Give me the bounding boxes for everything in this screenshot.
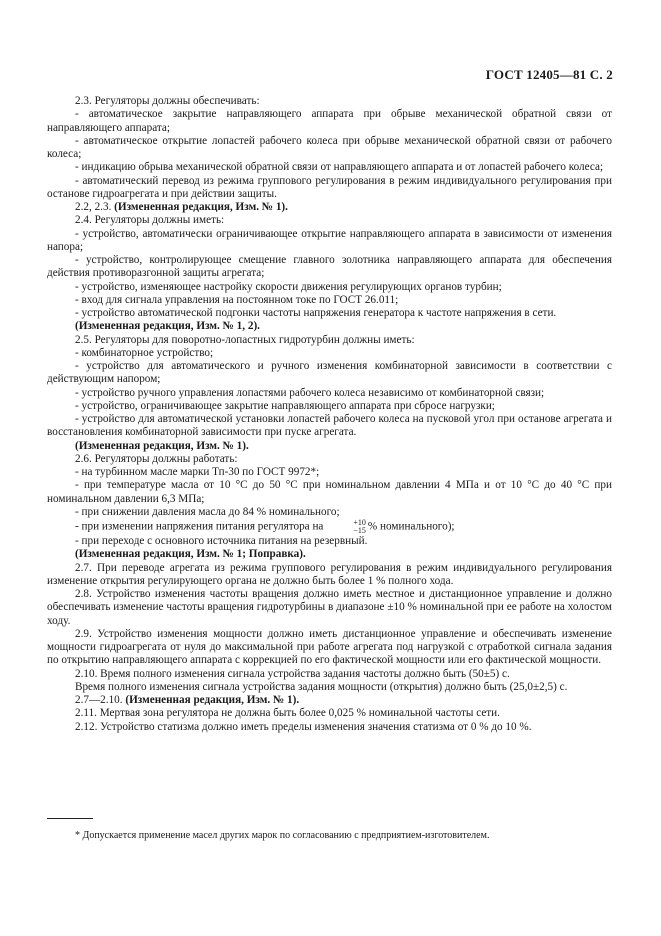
amendment-note: (Измененная редакция, Изм. № 1; Поправка). (75, 548, 306, 561)
paragraph: - устройство, ограничивающее закрытие направляющего аппарата при сбросе нагрузки; (75, 399, 495, 412)
paragraph: - автоматическое открытие лопастей рабочего колеса при обрыве механической обратной связи от рабочего колеса; (47, 134, 612, 160)
paragraph: 2.5. Регуляторы для поворотно-лопастных гидротурбин должны иметь: (75, 333, 415, 346)
amendment-note (47, 201, 612, 214)
voltage-text: - при изменении напряжения питания регулятора на (75, 520, 324, 533)
section-ref: 2.2, 2.3. (75, 201, 112, 213)
footnote-divider (47, 818, 93, 819)
paragraph: - комбинаторное устройство; (75, 346, 214, 359)
paragraph: - устройство для автоматической установки лопастей рабочего колеса на пусковой угол при останове агрегата и восстановления комбинаторной зависимости при пуске агрегата. (47, 413, 612, 439)
paragraph: 2.8. Устройство изменения частоты вращения должно иметь местное и дистанционное управление и должно обеспечивать изменение частоты вращения гидротурбины в диапазоне ±10 % номинальной при ее работе на холостом ходу. (47, 588, 612, 627)
amendment-note (47, 694, 612, 707)
paragraph: 2.3. Регуляторы должны обеспечивать: (75, 95, 260, 107)
tolerance-fraction (325, 519, 366, 535)
paragraph: - устройство автоматической подгонки частоты напряжения генератора к частоте напряжения в сети. (75, 307, 557, 319)
section-ref: 2.7—2.10. (75, 694, 123, 706)
paragraph (47, 519, 612, 535)
paragraph: - при температуре масла от 10 °С до 50 °С при номинальном давлении 4 МПа и от 10 °С до 40 °С при номинальном давлении 6,3 МПа; (47, 479, 612, 505)
paragraph: - устройство, контролирующее смещение главного золотника направляющего аппарата для обеспечения действия противоразгонной защиты агрегата; (47, 254, 612, 280)
page-header: ГОСТ 12405—81 С. 2 (485, 67, 613, 82)
amendment-note: (Измененная редакция, Изм. № 1, 2). (75, 320, 260, 333)
paragraph: 2.11. Мертвая зона регулятора не должна быть более 0,025 % номинальной частоты сети. (75, 707, 500, 720)
paragraph: - автоматическое закрытие направляющего аппарата при обрыве механической обратной связи от направляющего аппарата; (47, 108, 612, 134)
paragraph: 2.9. Устройство изменения мощности должно иметь дистанционное управление и обеспечивать изменение мощности гидроагрегата от нуля до максимальной при работе агрегата под нагрузкой с отработкой сигнала задания по открытию направляющего аппарата с коррекцией по его фактической мощности или его фактической мощности. (47, 627, 612, 667)
amendment-label: (Измененная редакция, Изм. № 1). (125, 694, 300, 706)
amendment-note: (Измененная редакция, Изм. № 1). (75, 439, 249, 452)
paragraph: Время полного изменения сигнала устройства задания мощности (открытия) должно быть (25,0±2,5) с. (75, 680, 568, 693)
tolerance-lower: −15 (353, 526, 366, 535)
paragraph: 2.4. Регуляторы должны иметь: (75, 214, 225, 227)
paragraph: - устройство ручного управления лопастями рабочего колеса независимо от комбинаторной связи; (75, 386, 545, 399)
paragraph: 2.12. Устройство статизма должно иметь пределы изменения значения статизма от 0 % до 10 %. (75, 720, 532, 733)
paragraph: - автоматический перевод из режима группового регулирования в режим индивидуального регулирования при останове гидроагрегата и при действии защиты. (47, 174, 612, 200)
paragraph: - устройство, изменяющее настройку скорости движения регулирующих органов турбин; (75, 280, 502, 293)
voltage-text-end: % номинального); (367, 520, 455, 533)
tolerance-upper: +10 (353, 518, 366, 527)
paragraph: - при снижении давления масла до 84 % номинального; (75, 505, 340, 518)
paragraph: - устройство, автоматически ограничивающее открытие направляющего аппарата в зависимости от изменения напора; (47, 227, 612, 253)
paragraph: 2.10. Время полного изменения сигнала устройства задания частоты должно быть (50±5) с. (75, 667, 510, 680)
paragraph: - индикацию обрыва механической обратной связи от направляющего аппарата и от лопастей рабочего колеса; (75, 161, 604, 174)
paragraph: - на турбинном масле марки Тп-30 по ГОСТ 9972*; (75, 466, 320, 478)
document-body (47, 95, 612, 734)
paragraph: 2.7. При переводе агрегата из режима группового регулирования в режим индивидуального регулирования изменение открытия регулирующего органа не должно быть более 1 % полного хода. (47, 561, 612, 587)
paragraph: - вход для сигнала управления на постоянном токе по ГОСТ 26.011; (75, 293, 399, 306)
amendment-label: (Измененная редакция, Изм. № 1). (114, 201, 288, 213)
footnote: * Допускается применение масел других марок по согласованию с предприятием-изготовителем. (75, 830, 490, 841)
paragraph: 2.6. Регуляторы должны работать: (75, 452, 238, 465)
paragraph: - устройство для автоматического и ручного изменения комбинаторной зависимости в соответствии с действующим напором; (47, 360, 612, 386)
paragraph: - при переходе с основного источника питания на резервный. (75, 535, 368, 547)
